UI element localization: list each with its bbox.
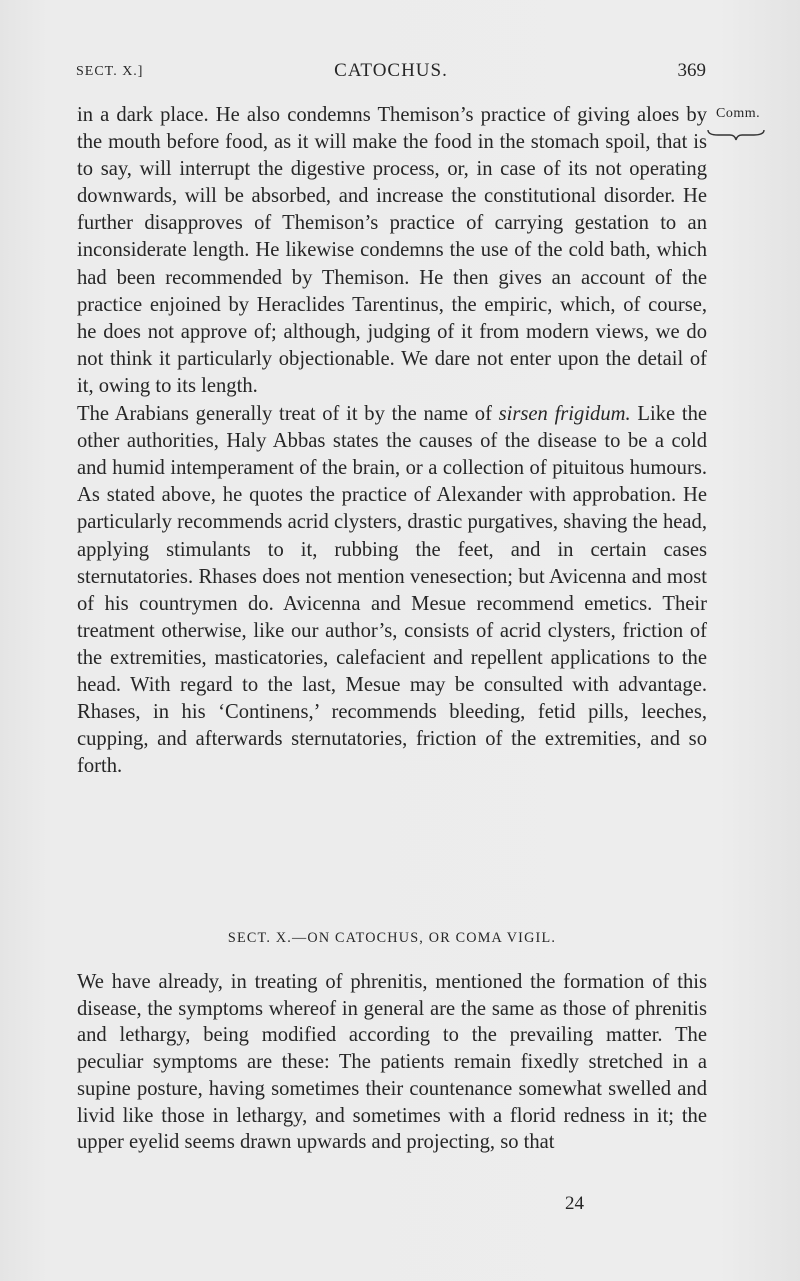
running-head-section: SECT. X.]: [76, 64, 144, 79]
section-text: [77, 969, 707, 1156]
paragraph-2: [77, 401, 707, 780]
running-head-title: CATOCHUS.: [334, 60, 448, 81]
section-paragraph: We have already, in treating of phrenitis, mentioned the formation of this disease, the symptoms whereof in general are the same as those of phrenitis and lethargy, being modified according to the prevailing matter. The peculiar symptoms are these: The patients remain fixedly stretched in a supine posture, having sometimes their countenance somewhat swelled and livid like those in lethargy, and sometimes with a florid redness in it; the upper eyelid seems drawn upwards and projecting, so that: [77, 971, 707, 1154]
paragraph-2-term: sirsen frigidum.: [498, 403, 631, 426]
commentary-text: [77, 102, 707, 780]
paragraph-1: in a dark place. He also condemns Themison’s practice of giving aloes by the mouth before food, as it will make the food in the stomach spoil, that is to say, will interrupt the digestive process, or, in case of its not operating downwards, will be absorbed, and increase the constitutional disorder. He further disapproves of Themison’s practice of carrying gestation to an inconsiderate length. He likewise condemns the use of the cold bath, which had been recommended by Themison. He then gives an account of the practice enjoined by Heraclides Tarentinus, the empiric, which, of course, he does not approve of; although, judging of it from modern views, we do not think it particularly objectionable. We dare not enter upon the detail of it, owing to its length.: [77, 104, 707, 397]
paragraph-2-start: The Arabians generally treat of it by the name of: [77, 403, 492, 426]
running-head: [76, 60, 706, 86]
page-number: 369: [677, 60, 706, 81]
section-heading: SECT. X.—ON CATOCHUS, OR COMA VIGIL.: [227, 930, 557, 946]
paragraph-2-rest: Like the other authorities, Haly Abbas states the causes of the disease to be a cold and humid intemperament of the brain, or a collection of pituitous humours. As stated above, he quotes the practice of Alexander with approbation. He particularly recommends acrid clysters, drastic purgatives, shaving the head, applying stimulants to it, rubbing the feet, and in certain cases sternutatories. Rhases does not mention venesection; but Avicenna and most of his countrymen do. Avicenna and Mesue recommend emetics. Their treatment otherwise, like our author’s, consists of acrid clysters, friction of the extremities, masticatories, calefacient and repellent applications to the head. With regard to the last, Mesue may be consulted with advantage. Rhases, in his ‘Continens,’ recommends bleeding, fetid pills, leeches, cupping, and afterwards sternutatories, friction of the extremities, and so forth.: [77, 403, 708, 778]
signature-mark: 24: [565, 1193, 584, 1214]
margin-note: Comm.: [716, 106, 761, 121]
margin-brace-icon: [706, 128, 766, 142]
